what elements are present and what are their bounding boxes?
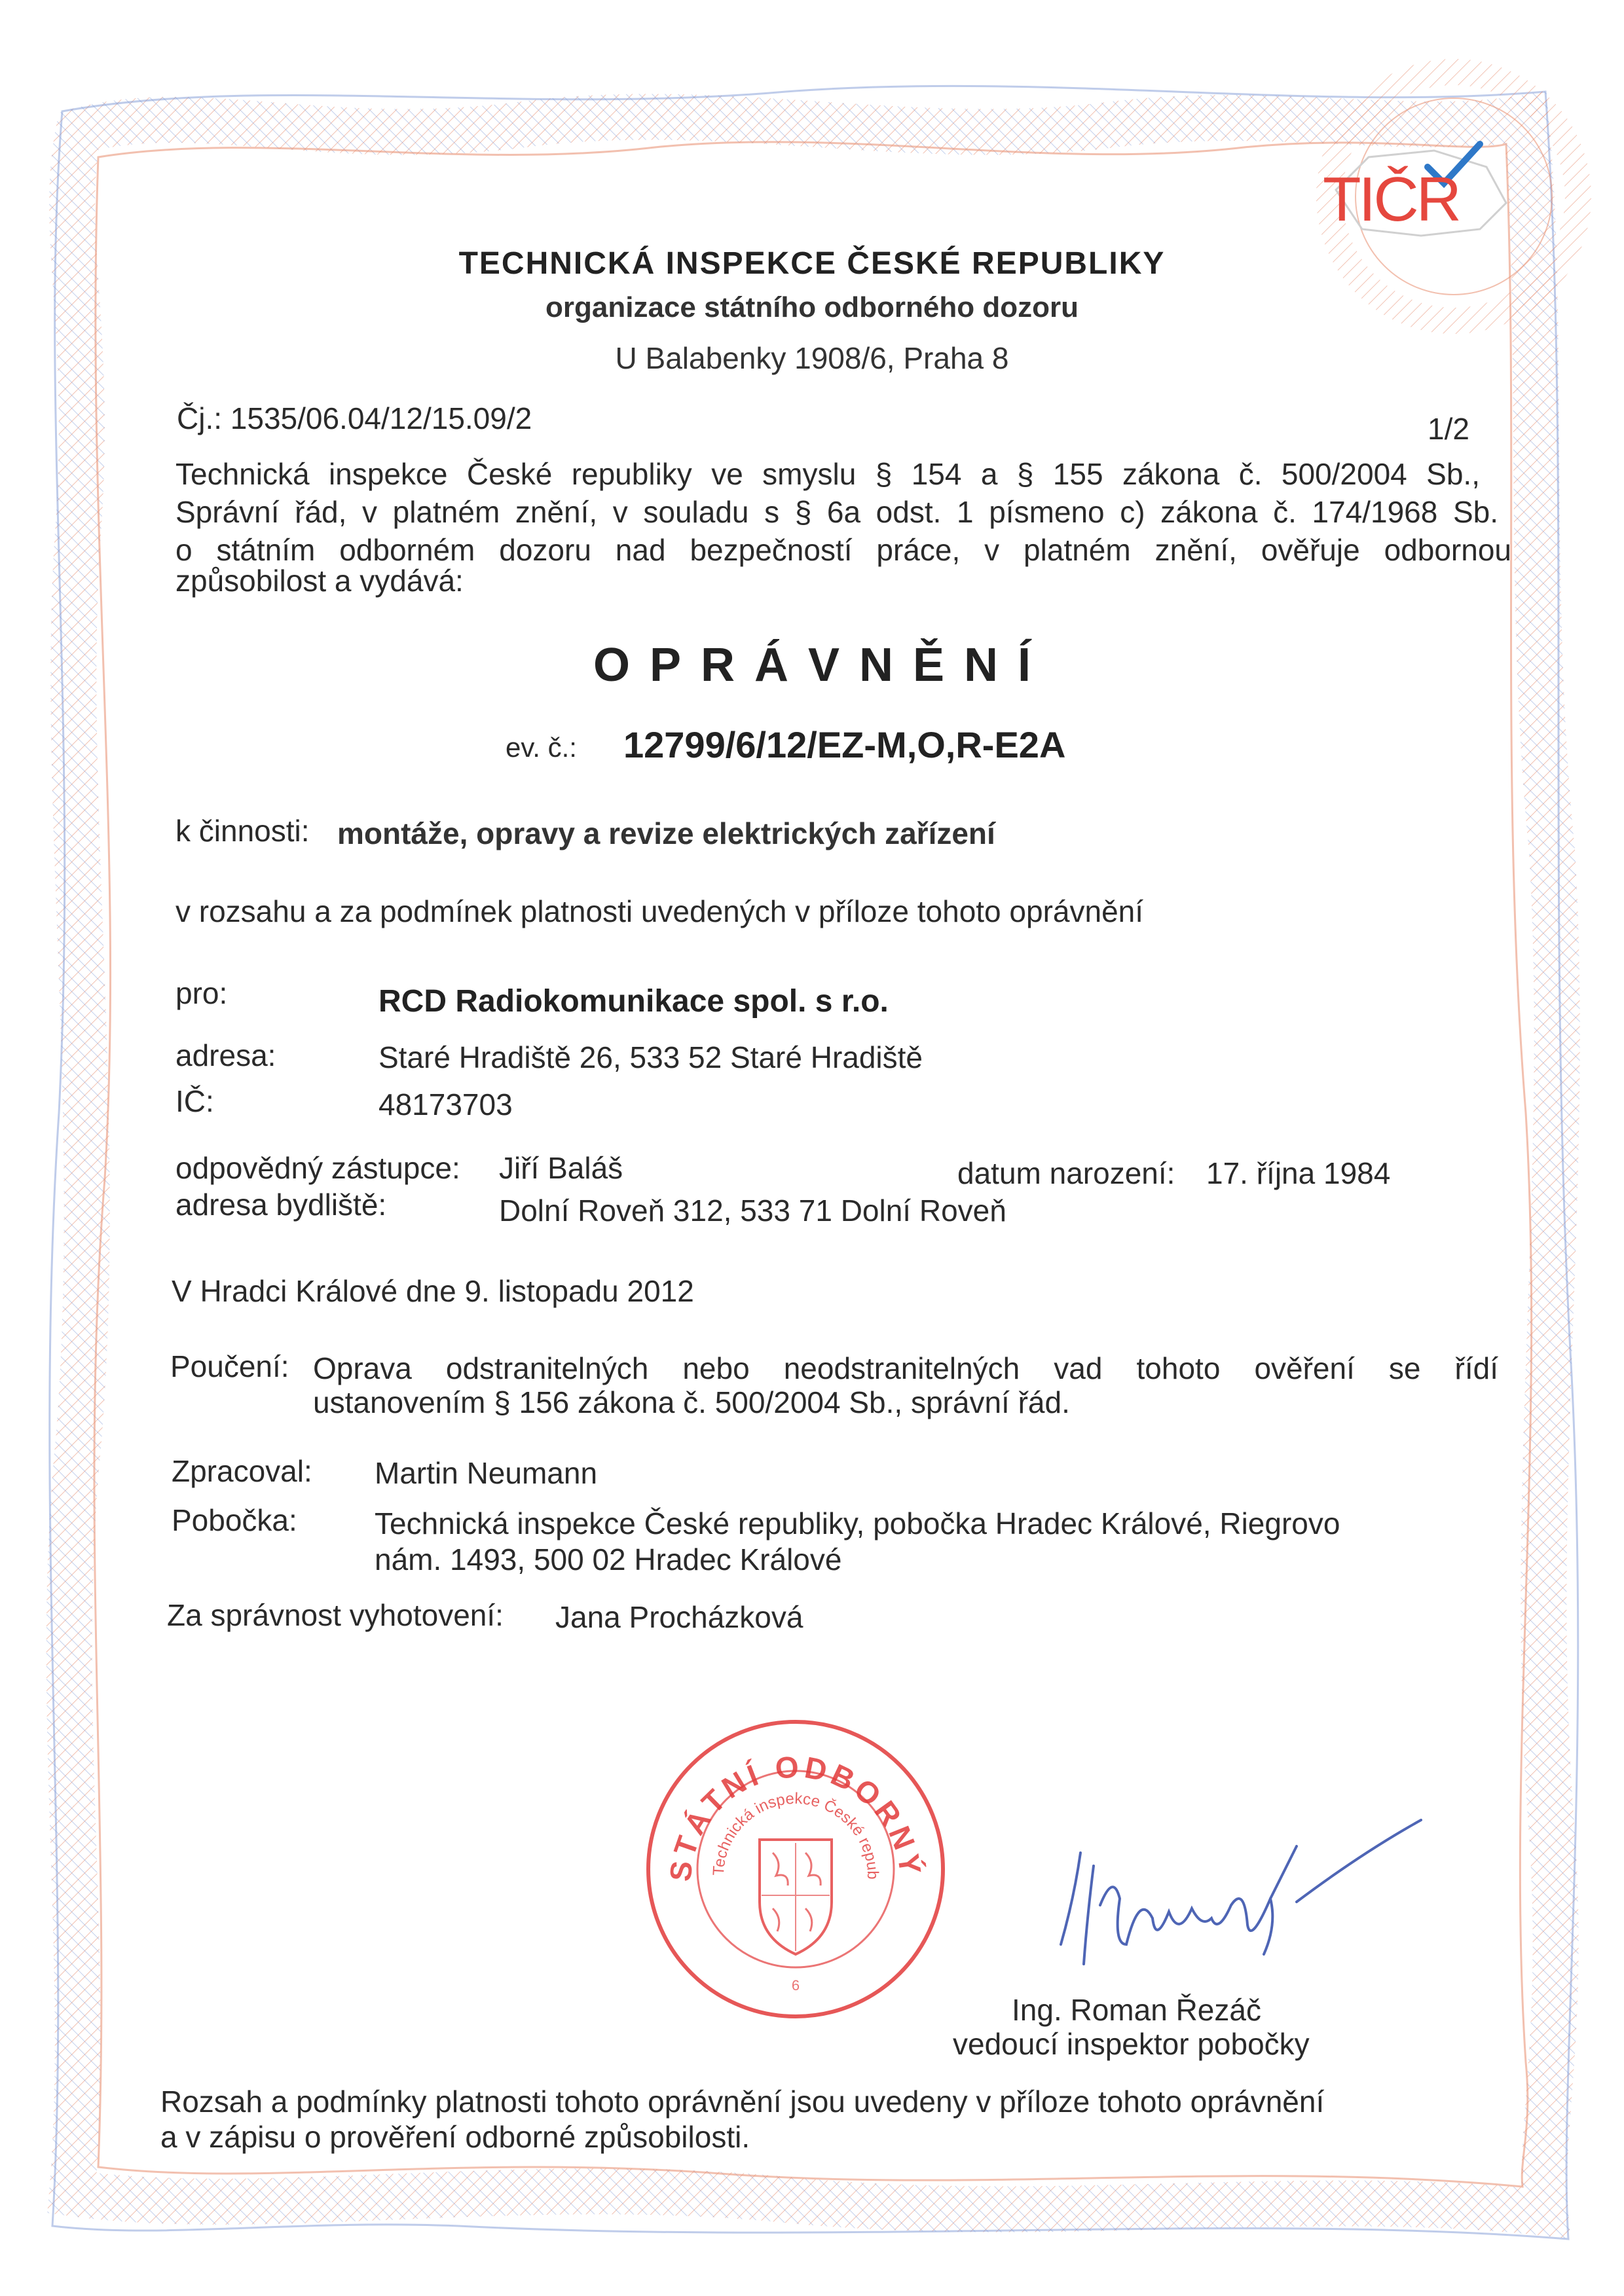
- activity-label: k činnosti:: [175, 814, 310, 848]
- notice-line-1: Oprava odstranitelných nebo neodstranitelných vad tohoto ověření se řídí: [313, 1351, 1498, 1385]
- holder-ic-label: IČ:: [175, 1084, 214, 1118]
- stamp-inner-text: Technická inspekce České repub: [709, 1789, 882, 1880]
- intro-line-3: o státním odborném dozoru nad bezpečností práce, v platném znění, ověřuje odbornou: [175, 533, 1511, 567]
- correctness-value: Jana Procházková: [555, 1600, 803, 1634]
- correctness-label: Za správnost vyhotovení:: [167, 1598, 504, 1632]
- representative-name: Jiří Baláš: [499, 1151, 623, 1185]
- processed-label: Zpracoval:: [172, 1454, 312, 1488]
- ticr-logo: [1310, 131, 1519, 262]
- branch-line-1: Technická inspekce České republiky, pobočka Hradec Králové, Riegrovo: [375, 1506, 1340, 1540]
- birth-date: 17. října 1984: [1206, 1156, 1391, 1190]
- page-number: 1/2: [1428, 412, 1469, 446]
- intro-line-1: Technická inspekce České republiky ve smyslu § 154 a § 155 zákona č. 500/2004 Sb.,: [175, 457, 1480, 491]
- processed-value: Martin Neumann: [375, 1456, 598, 1490]
- residence-label: adresa bydliště:: [175, 1188, 387, 1222]
- holder-ic: 48173703: [378, 1087, 513, 1121]
- place-date: V Hradci Králové dne 9. listopadu 2012: [172, 1274, 694, 1308]
- stamp-graphic: [638, 1712, 953, 2026]
- org-address: U Balabenky 1908/6, Praha 8: [615, 341, 1009, 375]
- signature: [1022, 1794, 1480, 1990]
- birth-date-label: datum narození:: [957, 1156, 1175, 1190]
- footer-line-1: Rozsah a podmínky platnosti tohoto oprávnění jsou uvedeny v příloze tohoto oprávnění: [160, 2085, 1325, 2119]
- stamp-outer-text: STÁTNÍ ODBORNÝ: [663, 1749, 929, 1884]
- residence-address: Dolní Roveň 312, 533 71 Dolní Roveň: [499, 1194, 1006, 1228]
- footer-line-2: a v zápisu o prověření odborné způsobilosti.: [160, 2120, 750, 2154]
- scope-text: v rozsahu a za podmínek platnosti uvedených v příloze tohoto oprávnění: [175, 894, 1144, 928]
- branch-line-2: nám. 1493, 500 02 Hradec Králové: [375, 1542, 842, 1576]
- registration-label: ev. č.:: [506, 732, 577, 763]
- holder-name: RCD Radiokomunikace spol. s r.o.: [378, 984, 889, 1019]
- signatory-name: Ing. Roman Řezáč: [1012, 1993, 1261, 2027]
- org-subtitle: organizace státního odborného dozoru: [545, 291, 1079, 323]
- holder-label: pro:: [175, 976, 228, 1010]
- stamp-number: 6: [791, 1977, 800, 1994]
- document-title: OPRÁVNĚNÍ: [593, 639, 1051, 691]
- intro-line-4: způsobilost a vydává:: [175, 564, 464, 598]
- signatory-title: vedoucí inspektor pobočky: [953, 2027, 1310, 2061]
- org-name: TECHNICKÁ INSPEKCE ČESKÉ REPUBLIKY: [458, 246, 1166, 281]
- intro-line-2: Správní řád, v platném znění, v souladu s § 6a odst. 1 písmeno c) zákona č. 174/1968 Sb.: [175, 495, 1498, 529]
- activity-value: montáže, opravy a revize elektrických zařízení: [337, 816, 995, 850]
- notice-label: Poučení:: [170, 1349, 289, 1383]
- reference-number: Čj.: 1535/06.04/12/15.09/2: [177, 401, 532, 435]
- registration-number: 12799/6/12/EZ-M,O,R-E2A: [623, 724, 1066, 765]
- official-stamp: [638, 1712, 953, 2026]
- holder-address: Staré Hradiště 26, 533 52 Staré Hradiště: [378, 1040, 923, 1074]
- representative-label: odpovědný zástupce:: [175, 1151, 460, 1185]
- logo-text: TIČR: [1323, 164, 1459, 234]
- branch-label: Pobočka:: [172, 1503, 297, 1537]
- notice-line-2: ustanovením § 156 zákona č. 500/2004 Sb., správní řád.: [313, 1385, 1070, 1419]
- holder-address-label: adresa:: [175, 1038, 276, 1072]
